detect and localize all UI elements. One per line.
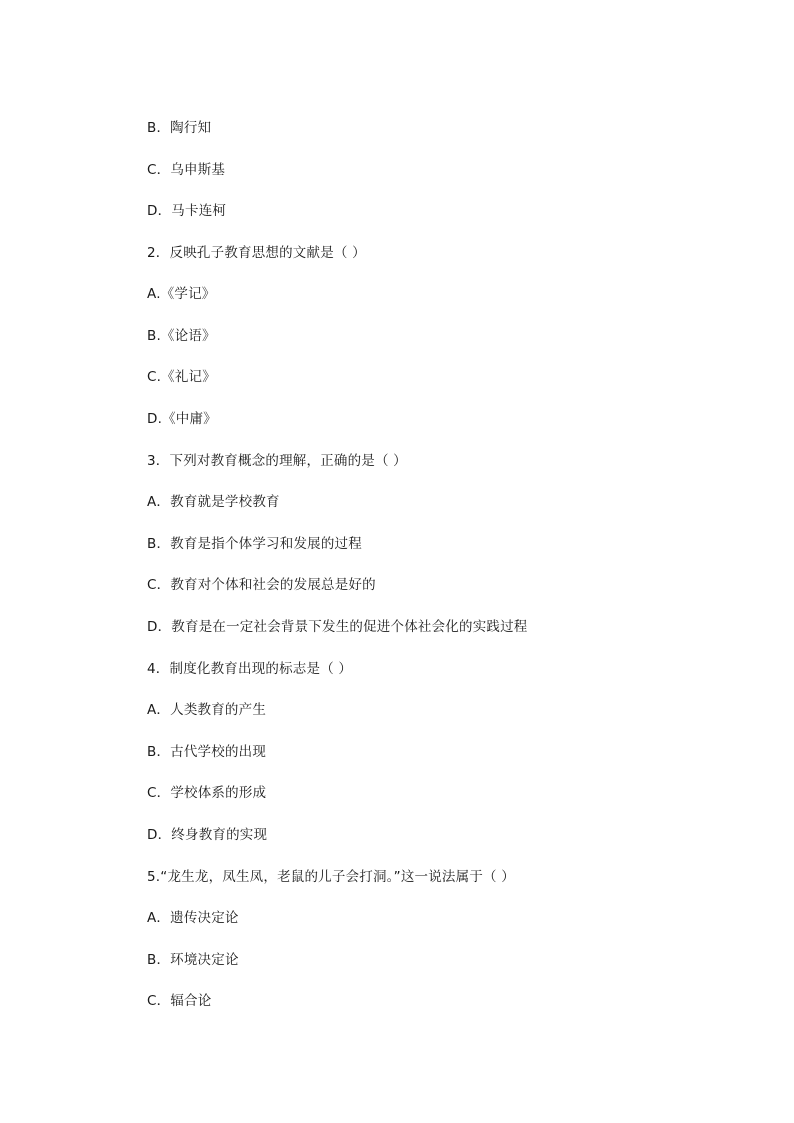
q5-option-c: C．辐合论 [147,993,212,1009]
q2-option-c: C.《礼记》 [147,369,216,385]
question-4: 4．制度化教育出现的标志是（ ） [147,661,353,677]
option-c-ushinsky: C．乌申斯基 [147,162,226,178]
q3-option-c: C．教育对个体和社会的发展总是好的 [147,577,376,593]
q3-option-d: D．教育是在一定社会背景下发生的促进个体社会化的实践过程 [147,619,528,635]
q2-option-a: A.《学记》 [147,286,216,302]
q2-option-d: D.《中庸》 [147,411,217,427]
question-2: 2．反映孔子教育思想的文献是（ ） [147,245,366,261]
question-3: 3．下列对教育概念的理解，正确的是（ ） [147,453,407,469]
q4-option-a: A．人类教育的产生 [147,702,267,718]
option-d-makarenko: D．马卡连柯 [147,203,227,219]
q5-option-a: A．遗传决定论 [147,910,239,926]
q4-option-b: B．古代学校的出现 [147,744,267,760]
option-b-tao-xingzhi: B．陶行知 [147,120,212,136]
q4-option-d: D．终身教育的实现 [147,827,268,843]
q2-option-b: B.《论语》 [147,328,216,344]
q5-option-b: B．环境决定论 [147,952,239,968]
q3-option-a: A．教育就是学校教育 [147,494,280,510]
q4-option-c: C．学校体系的形成 [147,785,267,801]
question-5: 5.“龙生龙，凤生凤，老鼠的儿子会打洞。”这一说法属于（ ） [147,869,515,885]
q3-option-b: B．教育是指个体学习和发展的过程 [147,536,362,552]
